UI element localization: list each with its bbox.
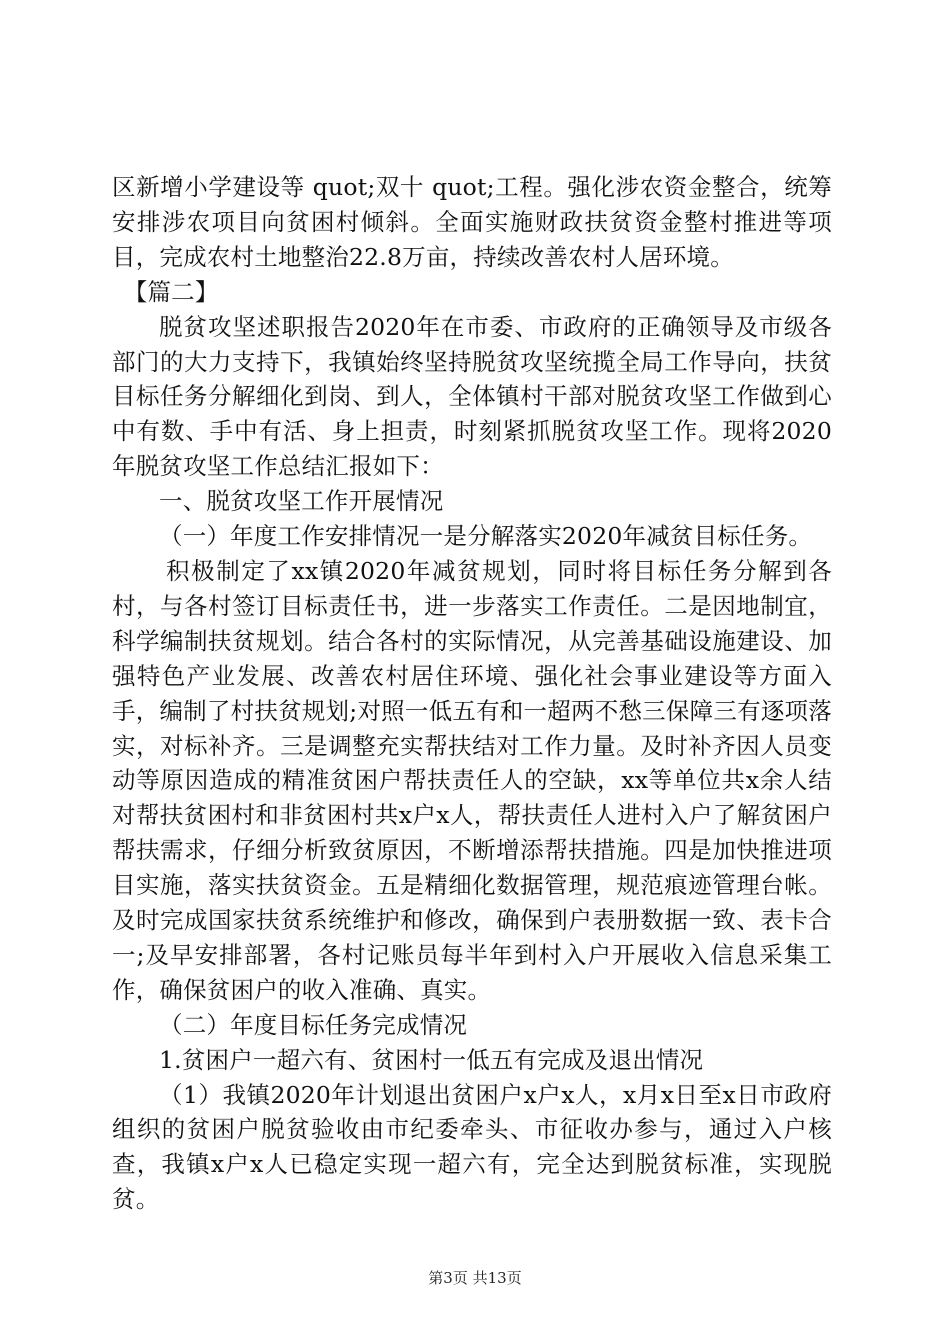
body-paragraph: 脱贫攻坚述职报告2020年在市委、市政府的正确领导及市级各部门的大力支持下，我镇始终坚持脱贫攻坚统揽全局工作导向，扶贫目标任务分解细化到岗、到人，全体镇村干部对脱贫攻坚工作做到心中有数、手中有活、身上担责，时刻紧抓脱贫攻坚工作。现将2020年脱贫攻坚工作总结汇报如下： xyxy=(112,312,832,481)
body-paragraph: （1）我镇2020年计划退出贫困户x户x人，x月x日至x日市政府组织的贫困户脱贫验收由市纪委牵头、市征收办参与，通过入户核查，我镇x户x人已稳定实现一超六有，完全达到脱贫标准，实现脱贫。 xyxy=(112,1080,832,1214)
document-body xyxy=(112,170,832,1217)
body-paragraph: （二）年度目标任务完成情况 xyxy=(159,1010,468,1039)
body-paragraph: 【篇二】 xyxy=(123,277,219,306)
body-paragraph: 一、脱贫攻坚工作开展情况 xyxy=(159,487,444,516)
body-paragraph: 1.贫困户一超六有、贫困村一低五有完成及退出情况 xyxy=(159,1045,704,1074)
page-footer: 第3页 共13页 xyxy=(428,1269,522,1287)
body-paragraph: 区新增小学建设等 quot;双十 quot;工程。强化涉农资金整合，统筹安排涉农项目向贫困村倾斜。全面实施财政扶贫资金整村推进等项目，完成农村土地整治22.8万亩，持续改善农村人居环境。 xyxy=(112,173,832,271)
body-paragraph: 积极制定了xx镇2020年减贫规划，同时将目标任务分解到各村，与各村签订目标责任书，进一步落实工作责任。二是因地制宜，科学编制扶贫规划。结合各村的实际情况，从完善基础设施建设、加强特色产业发展、改善农村居住环境、强化社会事业建设等方面入手，编制了村扶贫规划;对照一低五有和一超两不愁三保障三有逐项落实，对标补齐。三是调整充实帮扶结对工作力量。及时补齐因人员变动等原因造成的精准贫困户帮扶责任人的空缺，xx等单位共x余人结对帮扶贫困村和非贫困村共x户x人，帮扶责任人进村入户了解贫困户帮扶需求，仔细分析致贫原因，不断增添帮扶措施。四是加快推进项目实施，落实扶贫资金。五是精细化数据管理，规范痕迹管理台帐。及时完成国家扶贫系统维护和修改，确保到户表册数据一致、表卡合一;及早安排部署，各村记账员每半年到村入户开展收入信息采集工作，确保贫困户的收入准确、真实。 xyxy=(112,556,832,1004)
body-paragraph: （一）年度工作安排情况一是分解落实2020年减贫目标任务。 xyxy=(159,522,813,551)
